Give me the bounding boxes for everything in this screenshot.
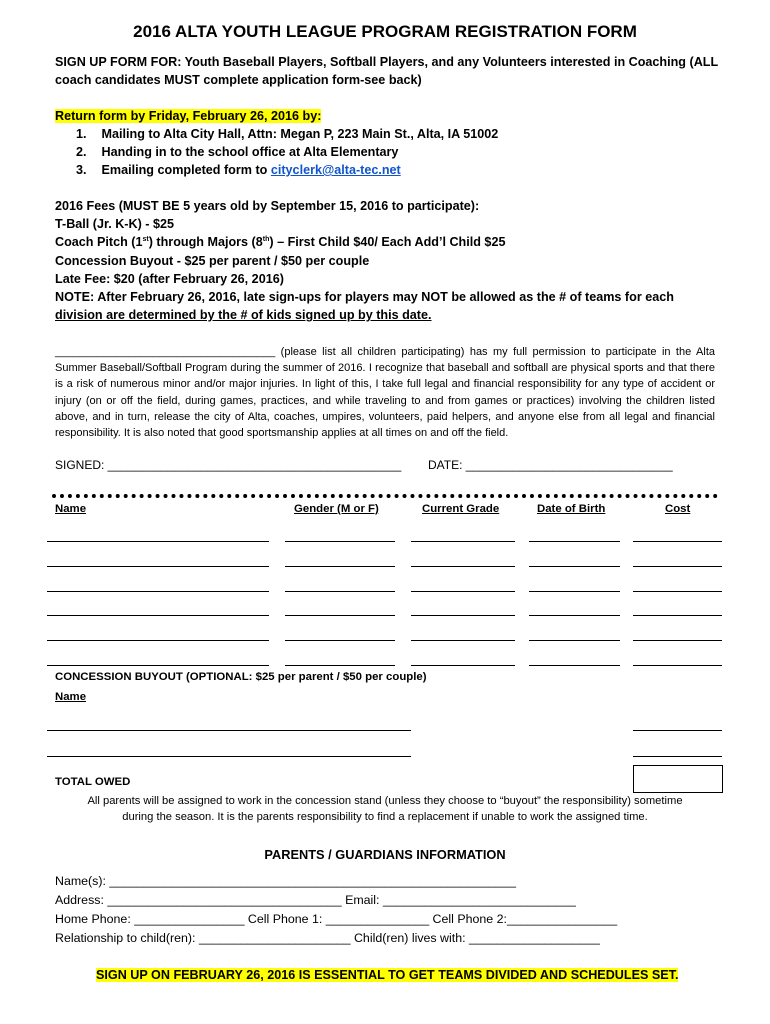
child-gender-line[interactable]: [285, 665, 395, 666]
buyout-name-line[interactable]: [47, 756, 411, 757]
child-cost-line[interactable]: [633, 541, 722, 542]
phone-fields[interactable]: Home Phone: ________________ Cell Phone 1: _______________ Cell Phone 2:________________: [55, 912, 618, 926]
column-header-cost: Cost: [665, 503, 691, 515]
concession-note-2: during the season. It is the parents responsibility to find a replacement if unable to work the assigned time.: [122, 811, 648, 823]
return-item-number: 2.: [76, 145, 87, 159]
total-owed-box[interactable]: [633, 765, 723, 793]
parent-names-field[interactable]: Name(s): ___________________________________________________________: [55, 874, 516, 888]
column-header-name: Name: [55, 503, 87, 515]
return-item-number: 3.: [76, 163, 87, 177]
concession-buyout-heading: CONCESSION BUYOUT (OPTIONAL: $25 per parent / $50 per couple): [55, 671, 427, 683]
permission-text: (please list all children participating) has my full permission to participate in the Alta Summer Baseball/Softball Program during the summer of 2016. I recognize that baseball and softball are physical sports and that there is a risk of numerous minor and/or major injuries. In light of this, I take full legal and financial responsibility for any type of accident or injury (on or off the field, during games, practices, and while traveling to and from games or practices) involving the children listed above, and in turn, release the city of Alta, coaches, umpires, volunteers, paid helpers, and anyone else from all legal and financial responsibility. It is also noted that good sportsmanship applies at all times on and off the field.: [55, 346, 715, 440]
child-gender-line[interactable]: [285, 591, 395, 592]
permission-paragraph: [55, 344, 715, 441]
child-grade-line[interactable]: [411, 665, 515, 666]
child-name-line[interactable]: [47, 615, 269, 616]
child-grade-line[interactable]: [411, 566, 515, 567]
date-field[interactable]: DATE: _______________________________: [428, 458, 673, 472]
concession-name-header: Name: [55, 691, 87, 703]
column-header-dob: Date of Birth: [537, 503, 606, 515]
fees-heading: 2016 Fees (MUST BE 5 years old by September 15, 2016 to participate):: [55, 199, 480, 213]
fee-coach-part-a: Coach Pitch (1: [55, 235, 143, 249]
return-item-text: Mailing to Alta City Hall, Attn: Megan P, 223 Main St., Alta, IA 51002: [101, 127, 499, 141]
child-grade-line[interactable]: [411, 591, 515, 592]
child-cost-line[interactable]: [633, 665, 722, 666]
child-name-line[interactable]: [47, 541, 269, 542]
fee-coach-part-b: ) through Majors (8: [148, 235, 263, 249]
form-title: 2016 ALTA YOUTH LEAGUE PROGRAM REGISTRATION FORM: [133, 22, 637, 41]
signed-field[interactable]: SIGNED: ____________________________________________: [55, 458, 402, 472]
child-dob-line[interactable]: [529, 541, 620, 542]
fee-coach-part-c: ) – First Child $40/ Each Add’l Child $25: [269, 235, 506, 249]
return-item-1: [76, 127, 498, 141]
child-grade-line[interactable]: [411, 615, 515, 616]
child-grade-line[interactable]: [411, 541, 515, 542]
column-header-grade: Current Grade: [422, 503, 500, 515]
child-gender-line[interactable]: [285, 615, 395, 616]
child-dob-line[interactable]: [529, 665, 620, 666]
fees-note-1: NOTE: After February 26, 2016, late sign-ups for players may NOT be allowed as the # of teams for each: [55, 290, 674, 304]
child-name-line[interactable]: [47, 665, 269, 666]
fee-tball: T-Ball (Jr. K-K) - $25: [55, 217, 174, 231]
signup-line-1: SIGN UP FORM FOR: Youth Baseball Players, Softball Players, and any Volunteers interested in Coaching (ALL: [55, 55, 719, 69]
fee-late: Late Fee: $20 (after February 26, 2016): [55, 272, 284, 286]
email-link[interactable]: cityclerk@alta-tec.net: [270, 163, 401, 177]
fee-coach-sup-2: th: [262, 235, 270, 243]
footer-notice: SIGN UP ON FEBRUARY 26, 2016 IS ESSENTIAL TO GET TEAMS DIVIDED AND SCHEDULES SET.: [96, 968, 679, 982]
address-email-field[interactable]: Address: __________________________________ Email: ____________________________: [55, 893, 576, 907]
buyout-cost-line[interactable]: [633, 730, 722, 731]
child-grade-line[interactable]: [411, 640, 515, 641]
child-gender-line[interactable]: [285, 541, 395, 542]
total-owed-label: TOTAL OWED: [55, 776, 131, 788]
child-name-line[interactable]: [47, 566, 269, 567]
buyout-name-line[interactable]: [47, 730, 411, 731]
child-cost-line[interactable]: [633, 640, 722, 641]
fee-concession: Concession Buyout - $25 per parent / $50 per couple: [55, 254, 370, 268]
cut-line-divider: [52, 494, 718, 498]
return-item-3: [76, 163, 401, 177]
buyout-cost-line[interactable]: [633, 756, 722, 757]
child-cost-line[interactable]: [633, 615, 722, 616]
return-item-text: Emailing completed form to: [101, 163, 271, 177]
fees-note-2: division are determined by the # of kids signed up by this date.: [55, 308, 432, 322]
column-header-gender: Gender (M or F): [294, 503, 379, 515]
children-list-blank[interactable]: ____________________________________: [55, 346, 276, 358]
return-heading: Return form by Friday, February 26, 2016 by:: [55, 109, 322, 123]
child-dob-line[interactable]: [529, 566, 620, 567]
child-gender-line[interactable]: [285, 640, 395, 641]
return-item-text: Handing in to the school office at Alta Elementary: [101, 145, 399, 159]
child-cost-line[interactable]: [633, 591, 722, 592]
parents-heading: PARENTS / GUARDIANS INFORMATION: [264, 847, 506, 862]
child-name-line[interactable]: [47, 640, 269, 641]
fee-coach-pitch: [55, 235, 505, 249]
child-gender-line[interactable]: [285, 566, 395, 567]
return-item-2: [76, 145, 398, 159]
child-dob-line[interactable]: [529, 615, 620, 616]
concession-note-1: All parents will be assigned to work in the concession stand (unless they choose to “buyout” the responsibility) sometime: [87, 795, 683, 807]
child-cost-line[interactable]: [633, 566, 722, 567]
child-name-line[interactable]: [47, 591, 269, 592]
relationship-field[interactable]: Relationship to child(ren): ______________________ Child(ren) lives with: ___________________: [55, 931, 600, 945]
return-item-number: 1.: [76, 127, 87, 141]
fee-coach-sup-1: st: [142, 235, 149, 243]
child-dob-line[interactable]: [529, 591, 620, 592]
signup-line-2: coach candidates MUST complete application form-see back): [55, 73, 422, 87]
child-dob-line[interactable]: [529, 640, 620, 641]
